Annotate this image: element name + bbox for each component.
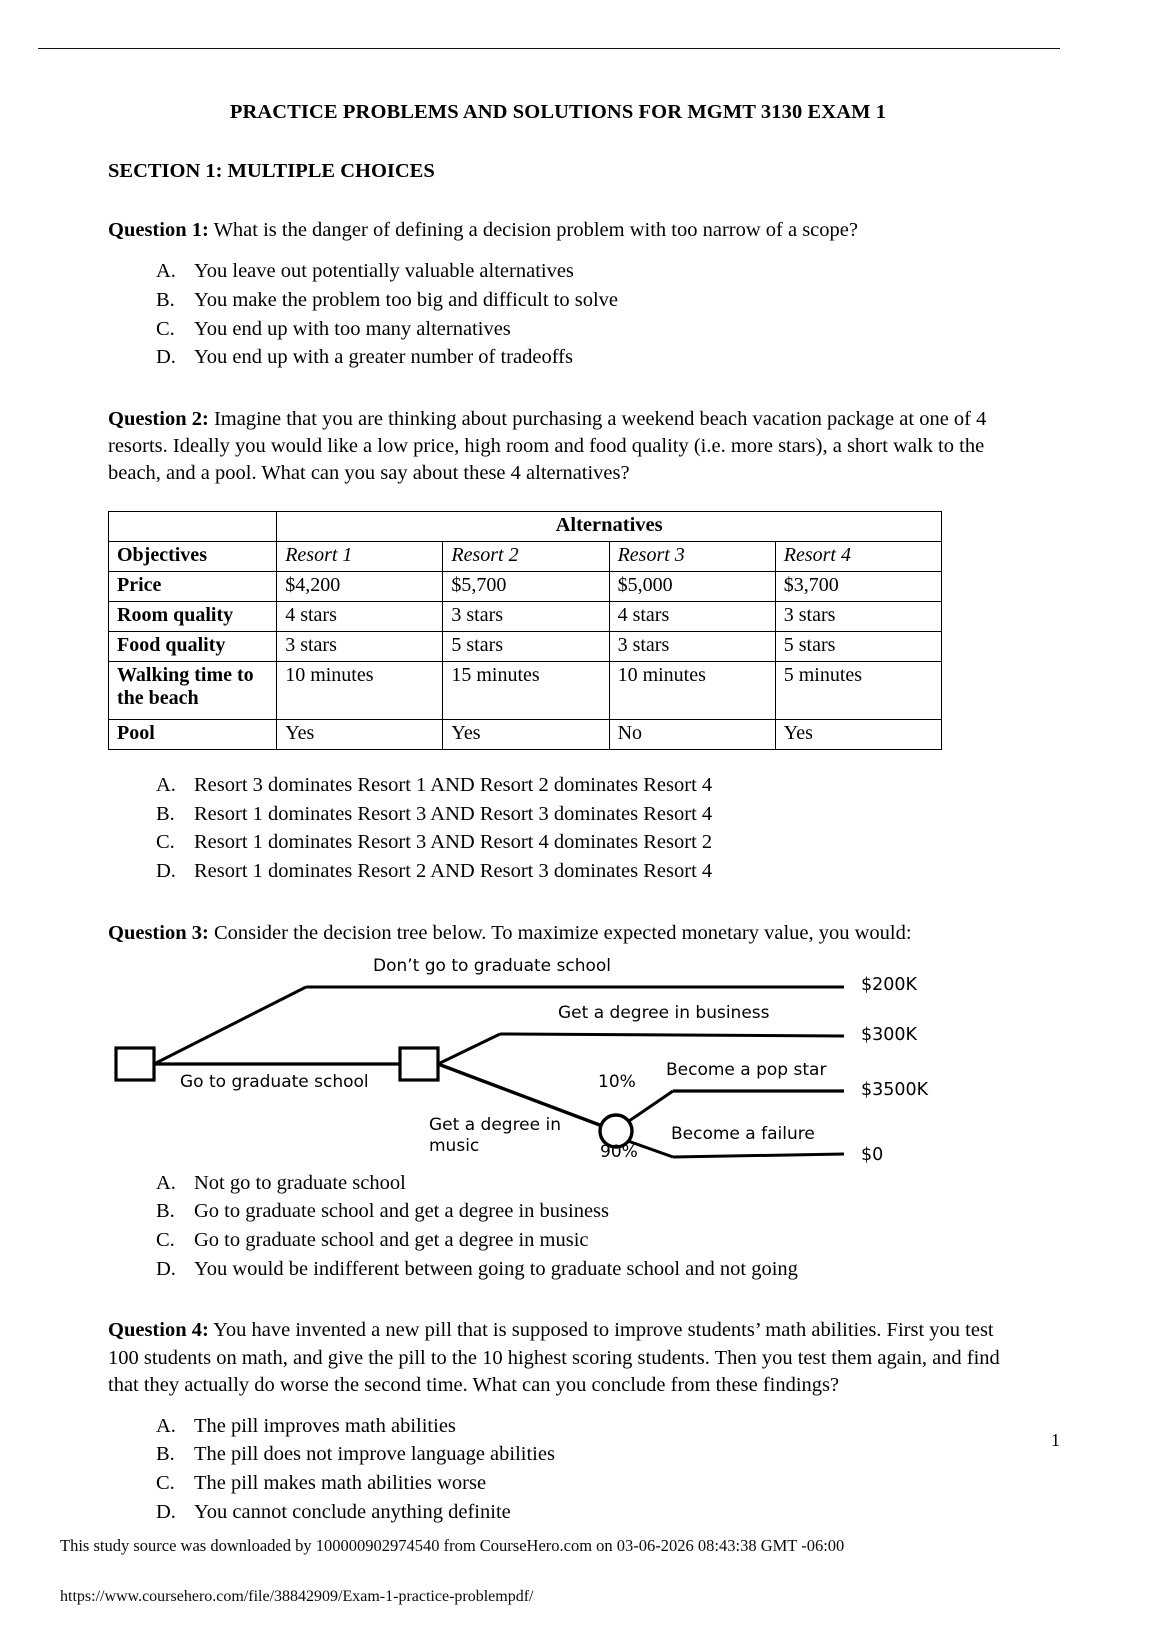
question-1-prompt: What is the danger of defining a decision problem with too narrow of a scope? xyxy=(208,219,858,242)
table-row xyxy=(109,662,942,720)
choice-marker: A. xyxy=(156,774,176,797)
choice-item[interactable] xyxy=(156,1227,1008,1255)
choice-item[interactable] xyxy=(156,344,1008,372)
column-header: Resort 3 xyxy=(609,542,775,572)
question-1-choices xyxy=(108,258,1008,372)
question-2-label: Question 2: xyxy=(108,407,209,430)
table-cell: No xyxy=(609,720,775,750)
document-content xyxy=(108,100,1008,1527)
table-cell: $5,700 xyxy=(443,572,609,602)
question-2-choices xyxy=(108,772,1008,886)
choice-text: Resort 3 dominates Resort 1 AND Resort 2 dominates Resort 4 xyxy=(194,774,713,797)
choice-text: The pill improves math abilities xyxy=(194,1414,456,1437)
edge-failure-horizontal xyxy=(673,1154,844,1157)
choice-text: You leave out potentially valuable alternatives xyxy=(194,260,574,283)
choice-item[interactable] xyxy=(156,316,1008,344)
question-3 xyxy=(108,920,1008,947)
table-cell: 4 stars xyxy=(609,602,775,632)
root-decision-node xyxy=(116,1048,154,1080)
choice-item[interactable] xyxy=(156,1170,1008,1198)
table-cell: 3 stars xyxy=(277,632,443,662)
page-number: 1 xyxy=(1051,1430,1060,1450)
alternatives-table xyxy=(108,511,942,750)
choice-item[interactable] xyxy=(156,1413,1008,1441)
question-4-label: Question 4: xyxy=(108,1319,209,1342)
choice-marker: A. xyxy=(156,1171,176,1194)
source-url[interactable]: https://www.coursehero.com/file/38842909/Exam-1-practice-problempdf/ xyxy=(60,1588,534,1605)
table-row xyxy=(109,542,942,572)
table-cell: 15 minutes xyxy=(443,662,609,720)
choice-text: You would be indifferent between going to graduate school and not going xyxy=(194,1257,798,1280)
choice-item[interactable] xyxy=(156,1441,1008,1469)
choice-text: Resort 1 dominates Resort 3 AND Resort 4 dominates Resort 2 xyxy=(194,831,713,854)
column-header: Resort 2 xyxy=(443,542,609,572)
choice-item[interactable] xyxy=(156,858,1008,886)
choice-item[interactable] xyxy=(156,1470,1008,1498)
choice-text: The pill makes math abilities worse xyxy=(194,1471,487,1494)
column-header: Resort 1 xyxy=(277,542,443,572)
label-probability-pop-star: 10% xyxy=(598,1071,636,1092)
choice-text: You end up with too many alternatives xyxy=(194,317,511,340)
choice-marker: B. xyxy=(156,1200,175,1223)
row-header: Pool xyxy=(109,720,277,750)
choice-item[interactable] xyxy=(156,1198,1008,1226)
question-1-label: Question 1: xyxy=(108,219,209,242)
table-cell: $5,000 xyxy=(609,572,775,602)
choice-text: Go to graduate school and get a degree in business xyxy=(194,1200,610,1223)
edge-pop-star-diagonal xyxy=(629,1091,673,1121)
choice-marker: C. xyxy=(156,1471,175,1494)
section-heading: SECTION 1: MULTIPLE CHOICES xyxy=(108,159,435,182)
table-corner-cell xyxy=(109,512,277,542)
download-source-note: This study source was downloaded by 100000902974540 from CourseHero.com on 03-06-2026 08:43:38 GMT -06:00 xyxy=(60,1536,845,1555)
choice-marker: A. xyxy=(156,1414,176,1437)
table-row xyxy=(109,512,942,542)
choice-marker: D. xyxy=(156,860,176,883)
choice-marker: D. xyxy=(156,346,176,369)
row-header: Room quality xyxy=(109,602,277,632)
choice-text: You make the problem too big and difficult to solve xyxy=(194,288,619,311)
choice-marker: B. xyxy=(156,288,175,311)
edge-dont-go-diagonal xyxy=(154,987,306,1064)
choice-marker: D. xyxy=(156,1500,176,1523)
choice-item[interactable] xyxy=(156,258,1008,286)
choice-text: You end up with a greater number of tradeoffs xyxy=(194,346,573,369)
table-cell: 4 stars xyxy=(277,602,443,632)
choice-item[interactable] xyxy=(156,829,1008,857)
choice-item[interactable] xyxy=(156,287,1008,315)
question-3-label: Question 3: xyxy=(108,921,209,944)
row-header: Walking time to the beach xyxy=(109,662,277,720)
choice-marker: A. xyxy=(156,260,176,283)
table-cell: 5 minutes xyxy=(775,662,941,720)
payoff-failure: $0 xyxy=(861,1144,884,1165)
table-row xyxy=(109,602,942,632)
row-header: Price xyxy=(109,572,277,602)
table-row xyxy=(109,572,942,602)
choice-marker: B. xyxy=(156,1443,175,1466)
choice-marker: D. xyxy=(156,1257,176,1280)
choice-text: The pill does not improve language abilities xyxy=(194,1443,555,1466)
table-row xyxy=(109,632,942,662)
table-cell: $3,700 xyxy=(775,572,941,602)
table-cell: 10 minutes xyxy=(609,662,775,720)
question-4-prompt: You have invented a new pill that is supposed to improve students’ math abilities. First you test 100 students on math, and give the pill to the 10 highest scoring students. Then you test them again, and find that they actually do worse the second time. What can you conclude from these findings? xyxy=(108,1319,1000,1396)
second-decision-node xyxy=(400,1048,438,1080)
table-cell: 5 stars xyxy=(443,632,609,662)
question-4 xyxy=(108,1317,1008,1398)
choice-text: Go to graduate school and get a degree in music xyxy=(194,1229,589,1252)
edge-business-diagonal xyxy=(438,1034,500,1064)
choice-marker: B. xyxy=(156,802,175,825)
question-3-prompt: Consider the decision tree below. To maximize expected monetary value, you would: xyxy=(208,921,912,944)
label-dont-go-to-graduate-school: Don’t go to graduate school xyxy=(373,955,612,976)
table-cell: Yes xyxy=(775,720,941,750)
choice-item[interactable] xyxy=(156,801,1008,829)
question-1 xyxy=(108,217,1008,244)
page-title: PRACTICE PROBLEMS AND SOLUTIONS FOR MGMT 3130 EXAM 1 xyxy=(229,101,887,123)
question-2 xyxy=(108,406,1008,487)
label-become-a-failure: Become a failure xyxy=(671,1123,815,1144)
table-cell: 3 stars xyxy=(775,602,941,632)
label-get-a-degree-in-music-line1: Get a degree in xyxy=(429,1114,561,1135)
table-row xyxy=(109,720,942,750)
payoff-business: $300K xyxy=(861,1024,918,1045)
column-header: Resort 4 xyxy=(775,542,941,572)
table-cell: 5 stars xyxy=(775,632,941,662)
row-header: Food quality xyxy=(109,632,277,662)
choice-text: You cannot conclude anything definite xyxy=(194,1500,511,1523)
label-probability-failure: 90% xyxy=(600,1141,638,1162)
label-get-a-degree-in-music-line2: music xyxy=(429,1135,480,1156)
choice-text: Not go to graduate school xyxy=(194,1171,406,1194)
table-cell: 3 stars xyxy=(443,602,609,632)
question-2-prompt: Imagine that you are thinking about purchasing a weekend beach vacation package at one of 4 resorts. Ideally you would like a low price, high room and food quality (i.e. more stars), a short walk to the beach, and a pool. What can you say about these 4 alternatives? xyxy=(108,407,987,485)
table-cell: $4,200 xyxy=(277,572,443,602)
table-cell: 10 minutes xyxy=(277,662,443,720)
table-group-header: Alternatives xyxy=(277,512,942,542)
objectives-header: Objectives xyxy=(109,542,277,572)
choice-marker: C. xyxy=(156,1229,175,1252)
label-become-a-pop-star: Become a pop star xyxy=(666,1059,827,1080)
table-cell: 3 stars xyxy=(609,632,775,662)
table-cell: Yes xyxy=(443,720,609,750)
label-get-a-degree-in-business: Get a degree in business xyxy=(558,1002,770,1023)
choice-item[interactable] xyxy=(156,772,1008,800)
choice-item[interactable] xyxy=(156,1499,1008,1527)
choice-text: Resort 1 dominates Resort 2 AND Resort 3 dominates Resort 4 xyxy=(194,860,713,883)
label-go-to-graduate-school: Go to graduate school xyxy=(180,1071,369,1092)
choice-marker: C. xyxy=(156,317,175,340)
header-rule xyxy=(38,48,1060,49)
choice-text: Resort 1 dominates Resort 3 AND Resort 3 dominates Resort 4 xyxy=(194,802,713,825)
choice-item[interactable] xyxy=(156,1256,1008,1284)
question-3-choices xyxy=(108,1170,1008,1284)
table-cell: Yes xyxy=(277,720,443,750)
decision-tree-diagram xyxy=(108,955,1008,1165)
payoff-pop-star: $3500K xyxy=(861,1079,929,1100)
choice-marker: C. xyxy=(156,831,175,854)
payoff-dont-go: $200K xyxy=(861,974,918,995)
edge-business-horizontal xyxy=(500,1034,844,1036)
question-4-choices xyxy=(108,1413,1008,1527)
